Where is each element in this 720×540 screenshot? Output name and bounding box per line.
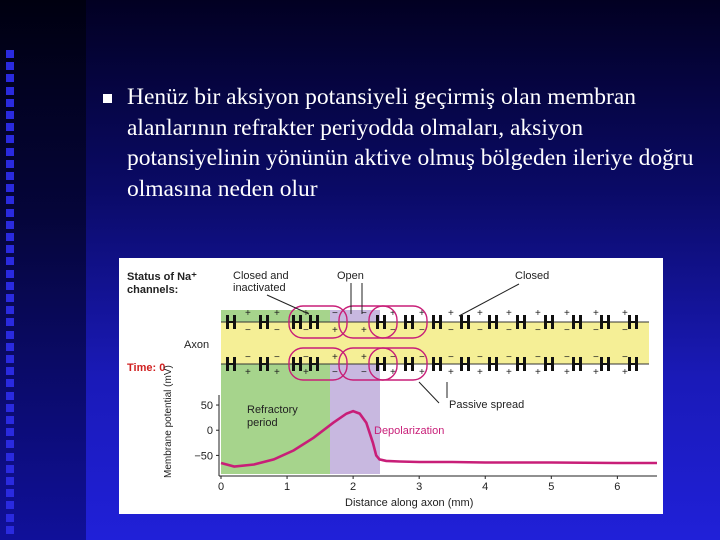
- charge-marker: +: [361, 325, 367, 336]
- decorative-square: [6, 526, 14, 534]
- y-tick-label: 50: [200, 400, 213, 413]
- channel-marker: [376, 321, 386, 323]
- passive-spread-label: Passive spread: [449, 399, 525, 411]
- charge-marker: −: [622, 325, 628, 336]
- channel-marker: [292, 363, 302, 365]
- charge-marker: +: [303, 367, 309, 378]
- decorative-square: [6, 465, 14, 473]
- charge-marker: +: [361, 352, 367, 363]
- decorative-square: [6, 404, 14, 412]
- decorative-square: [6, 318, 14, 326]
- decorative-square: [6, 428, 14, 436]
- closed-label: Closed: [515, 270, 550, 282]
- channel-marker: [600, 363, 610, 365]
- charge-marker: −: [593, 352, 599, 363]
- charge-marker: +: [593, 367, 599, 378]
- decorative-square: [6, 111, 14, 119]
- status-label-line1: Status of Na⁺: [127, 271, 197, 283]
- charge-marker: −: [593, 325, 599, 336]
- decorative-square: [6, 355, 14, 363]
- channel-marker: [404, 363, 414, 365]
- charge-marker: +: [477, 308, 483, 319]
- channel-marker: [488, 321, 498, 323]
- channel-marker: [572, 321, 582, 323]
- refractory-label-line1: Refractory: [247, 404, 298, 416]
- decorative-square: [6, 514, 14, 522]
- channel-marker: [226, 321, 236, 323]
- charge-marker: −: [477, 325, 483, 336]
- charge-marker: −: [419, 352, 425, 363]
- decorative-square: [6, 501, 14, 509]
- decorative-square: [6, 221, 14, 229]
- charge-marker: +: [564, 308, 570, 319]
- decorative-square: [6, 123, 14, 131]
- bullet-marker: [103, 94, 112, 103]
- axon-label: Axon: [184, 339, 210, 351]
- decorative-square: [6, 306, 14, 314]
- x-tick-label: 0: [217, 481, 225, 493]
- decorative-square: [6, 99, 14, 107]
- decorative-square: [6, 135, 14, 143]
- decorative-square: [6, 196, 14, 204]
- closed-inactivated-label-line2: inactivated: [233, 282, 286, 294]
- charge-marker: +: [332, 352, 338, 363]
- channel-marker: [309, 321, 319, 323]
- charge-marker: −: [390, 352, 396, 363]
- charge-marker: −: [622, 352, 628, 363]
- charge-marker: −: [274, 352, 280, 363]
- charge-marker: −: [535, 325, 541, 336]
- channel-marker: [309, 363, 319, 365]
- charge-marker: −: [303, 325, 309, 336]
- decorative-square: [6, 184, 14, 192]
- charge-marker: +: [274, 367, 280, 378]
- charge-marker: +: [448, 308, 454, 319]
- decorative-square: [6, 233, 14, 241]
- charge-marker: +: [419, 308, 425, 319]
- charge-marker: −: [274, 325, 280, 336]
- decorative-square: [6, 50, 14, 58]
- charge-marker: +: [390, 308, 396, 319]
- decorative-square: [6, 148, 14, 156]
- charge-marker: +: [593, 308, 599, 319]
- charge-marker: +: [390, 367, 396, 378]
- decorative-square: [6, 453, 14, 461]
- decorative-square: [6, 245, 14, 253]
- channel-marker: [292, 321, 302, 323]
- decorative-square: [6, 172, 14, 180]
- channel-marker: [544, 321, 554, 323]
- x-tick-label: 3: [416, 481, 423, 493]
- decorative-square: [6, 392, 14, 400]
- pointer-passive-spread: [419, 382, 439, 403]
- channel-marker: [628, 363, 638, 365]
- charge-marker: −: [419, 325, 425, 336]
- charge-marker: +: [564, 367, 570, 378]
- open-label: Open: [337, 270, 364, 282]
- depolarization-label: Depolarization: [374, 425, 445, 437]
- charge-marker: −: [477, 352, 483, 363]
- decorative-square: [6, 209, 14, 217]
- decorative-square: [6, 477, 14, 485]
- charge-marker: +: [448, 367, 454, 378]
- charge-marker: +: [535, 367, 541, 378]
- decorative-square: [6, 440, 14, 448]
- channel-marker: [516, 321, 526, 323]
- channel-marker: [226, 363, 236, 365]
- charge-marker: −: [564, 352, 570, 363]
- status-label-line2: channels:: [127, 284, 179, 296]
- decorative-square: [6, 62, 14, 70]
- refractory-label-line2: period: [247, 417, 278, 429]
- decorative-square: [6, 489, 14, 497]
- channel-marker: [432, 363, 442, 365]
- channel-marker: [572, 363, 582, 365]
- charge-marker: −: [448, 352, 454, 363]
- charge-marker: +: [303, 308, 309, 319]
- channel-marker: [488, 363, 498, 365]
- decorative-square: [6, 379, 14, 387]
- charge-marker: −: [245, 352, 251, 363]
- closed-inactivated-label-line1: Closed and: [233, 270, 289, 282]
- channel-marker: [404, 321, 414, 323]
- x-tick-label: 1: [283, 481, 291, 493]
- y-axis-label: Membrane potential (mV): [163, 365, 174, 478]
- decorative-square: [6, 367, 14, 375]
- axon-figure: [119, 258, 663, 514]
- charge-marker: −: [361, 367, 367, 378]
- charge-marker: −: [361, 308, 367, 319]
- decorative-square: [6, 160, 14, 168]
- charge-marker: +: [506, 308, 512, 319]
- decorative-square: [6, 416, 14, 424]
- charge-marker: −: [506, 352, 512, 363]
- charge-marker: +: [622, 367, 628, 378]
- x-tick-label: 4: [482, 481, 489, 493]
- time-label: Time: 0: [127, 362, 166, 374]
- channel-marker: [432, 321, 442, 323]
- charge-marker: −: [303, 352, 309, 363]
- charge-marker: +: [506, 367, 512, 378]
- charge-marker: +: [274, 308, 280, 319]
- channel-marker: [376, 363, 386, 365]
- charge-marker: +: [419, 367, 425, 378]
- charge-marker: +: [245, 308, 251, 319]
- x-tick-label: 6: [614, 481, 621, 493]
- charge-marker: +: [477, 367, 483, 378]
- channel-marker: [544, 363, 554, 365]
- channel-marker: [259, 321, 269, 323]
- charge-marker: −: [535, 352, 541, 363]
- charge-marker: −: [506, 325, 512, 336]
- decorative-square: [6, 294, 14, 302]
- axon-diagram: [119, 258, 663, 514]
- charge-marker: −: [332, 367, 338, 378]
- charge-marker: −: [332, 308, 338, 319]
- charge-marker: +: [245, 367, 251, 378]
- x-axis-label: Distance along axon (mm): [345, 497, 474, 509]
- decorative-square: [6, 257, 14, 265]
- y-tick-label: −50: [194, 450, 213, 463]
- charge-marker: −: [448, 325, 454, 336]
- charge-marker: −: [245, 325, 251, 336]
- channel-marker: [460, 363, 470, 365]
- decorative-square: [6, 74, 14, 82]
- channel-marker: [259, 363, 269, 365]
- channel-marker: [600, 321, 610, 323]
- x-tick-label: 5: [548, 481, 555, 493]
- channel-marker: [460, 321, 470, 323]
- charge-marker: +: [332, 325, 338, 336]
- channel-marker: [516, 363, 526, 365]
- y-tick-label: 0: [206, 425, 213, 438]
- charge-marker: −: [564, 325, 570, 336]
- decorative-square: [6, 282, 14, 290]
- bullet-text: Henüz bir aksiyon potansiyeli geçirmiş olan membran alanlarının refrakter periyodda olmaları, aksiyon potansiyelinin yönünün aktive olmuş bölgeden ileriye doğru olmasına neden olur: [127, 84, 694, 202]
- charge-marker: −: [390, 325, 396, 336]
- decorative-square: [6, 343, 14, 351]
- decorative-square: [6, 87, 14, 95]
- charge-marker: +: [622, 308, 628, 319]
- decorative-square: [6, 270, 14, 278]
- channel-marker: [628, 321, 638, 323]
- charge-marker: +: [535, 308, 541, 319]
- decorative-square: [6, 331, 14, 339]
- x-tick-label: 2: [350, 481, 357, 493]
